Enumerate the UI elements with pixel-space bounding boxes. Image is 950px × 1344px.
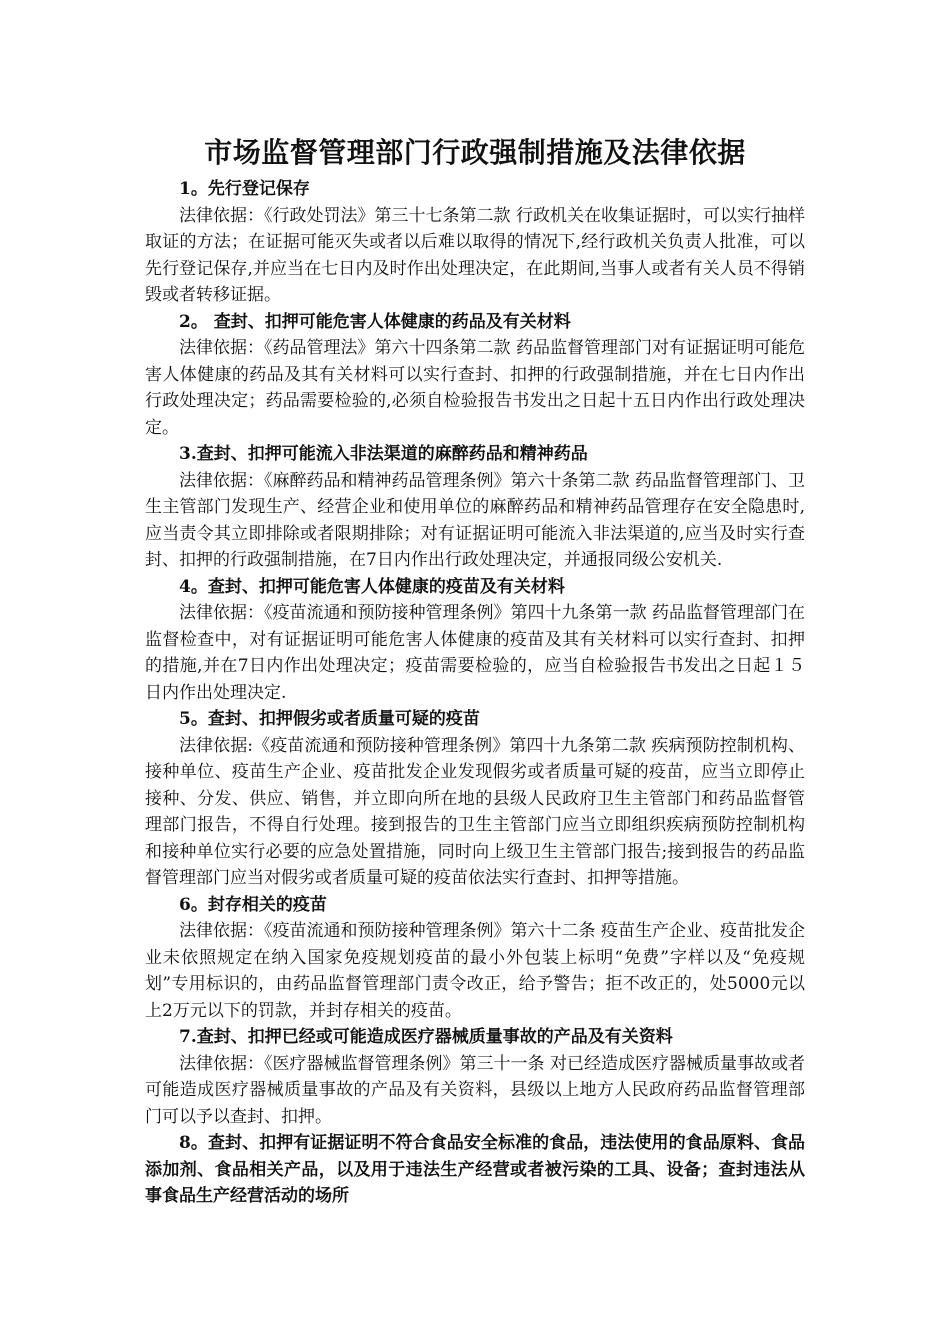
section-body: 法律依据：《疫苗流通和预防接种管理条例》第六十二条 疫苗生产企业、疫苗批发企业未依照规定在纳入国家免疫规划疫苗的最小外包装上标明“免费”字样以及“免疫规划”专用标识的，由药品监督管理部门责令改正，给予警告；拒不改正的，处5000元以上2万元以下的罚款，并封存相关的疫苗。	[145, 921, 805, 1021]
section-6	[145, 892, 805, 1025]
section-4	[145, 574, 805, 707]
section-heading: 8。查封、扣押有证据证明不符合食品安全标准的食品，违法使用的食品原料、食品添加剂、食品相关产品，以及用于违法生产经营或者被污染的工具、设备；查封违法从事食品生产经营活动的场所	[145, 1133, 805, 1206]
section-heading: 4。查封、扣押可能危害人体健康的疫苗及有关材料	[179, 576, 565, 597]
section-2	[145, 309, 805, 442]
section-1	[145, 176, 805, 309]
section-heading: 7.查封、扣押已经或可能造成医疗器械质量事故的产品及有关资料	[179, 1027, 673, 1047]
document-title: 市场监督管理部门行政强制措施及法律依据	[204, 136, 746, 169]
section-body: 法律依据：《医疗器械监督管理条例》第三十一条 对已经造成医疗器械质量事故或者可能造成医疗器械质量事故的产品及有关资料，县级以上地方人民政府药品监督管理部门可以予以查封、扣押。	[145, 1053, 805, 1127]
section-7	[145, 1024, 805, 1130]
section-3	[145, 441, 805, 574]
section-heading: 2。 查封、扣押可能危害人体健康的药品及有关材料	[179, 311, 571, 332]
section-body: 法律依据：《药品管理法》第六十四条第二款 药品监督管理部门对有证据证明可能危害人体健康的药品及其有关材料可以实行查封、扣押的行政强制措施，并在七日内作出行政处理决定；药品需要检验的,必须自检验报告书发出之日起十五日内作出行政处理决定。	[145, 338, 805, 438]
section-body: 法律依据：《行政处罚法》第三十七条第二款 行政机关在收集证据时，可以实行抽样取证的方法；在证据可能灭失或者以后难以取得的情况下,经行政机关负责人批准，可以先行登记保存,并应当在七日内及时作出处理决定，在此期间,当事人或者有关人员不得销毁或者转移证据。	[145, 205, 805, 305]
section-heading: 6。封存相关的疫苗	[179, 894, 327, 915]
section-body: 法律依据：《麻醉药品和精神药品管理条例》第六十条第二款 药品监督管理部门、卫生主管部门发现生产、经营企业和使用单位的麻醉药品和精神药品管理存在安全隐患时,应当责令其立即排除或者限期排除；对有证据证明可能流入非法渠道的,应当及时实行查封、扣押的行政强制措施，在7日内作出行政处理决定，并通报同级公安机关.	[145, 470, 805, 570]
section-heading: 1。先行登记保存	[179, 179, 310, 199]
section-5	[145, 706, 805, 892]
section-heading: 3.查封、扣押可能流入非法渠道的麻醉药品和精神药品	[179, 444, 588, 464]
section-body: 法律依据：《疫苗流通和预防接种管理条例》第四十九条第一款 药品监督管理部门在监督检查中，对有证据证明可能危害人体健康的疫苗及其有关材料可以实行查封、扣押的措施,并在7日内作出处理决定；疫苗需要检验的，应当自检验报告书发出之日起１５日内作出处理决定.	[145, 603, 805, 703]
section-body: 法律依据:《疫苗流通和预防接种管理条例》第四十九条第二款 疾病预防控制机构、接种单位、疫苗生产企业、疫苗批发企业发现假劣或者质量可疑的疫苗，应当立即停止接种、分发、供应、销售，并立即向所在地的县级人民政府卫生主管部门和药品监督管理部门报告，不得自行处理。接到报告的卫生主管部门应当立即组织疾病预防控制机构和接种单位实行必要的应急处置措施，同时向上级卫生主管部门报告;接到报告的药品监督管理部门应当对假劣或者质量可疑的疫苗依法实行查封、扣押等措施。	[145, 735, 805, 888]
section-heading: 5。查封、扣押假劣或者质量可疑的疫苗	[179, 709, 480, 729]
section-8	[145, 1130, 805, 1210]
